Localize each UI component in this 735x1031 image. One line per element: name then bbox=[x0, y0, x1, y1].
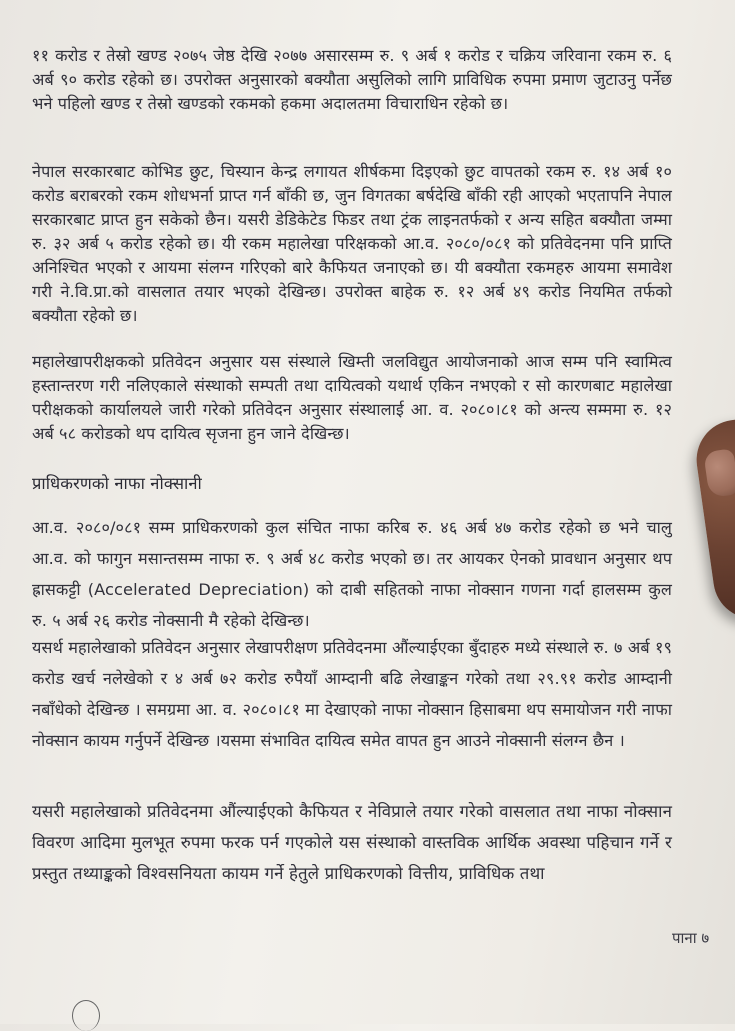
paragraph-conclusion: यसरी महालेखाको प्रतिवेदनमा औंल्याईएको कैफियत र नेविप्राले तयार गरेको वासलात तथा नाफा नोक्सान विवरण आदिमा मुलभूत रुपमा फरक पर्न गएकोले यस संस्थाको वास्तविक आर्थिक अवस्था पहिचान गर्ने र प्रस्तुत तथ्याङ्कको विश्वसनियता कायम गर्ने हेतुले प्राधिकरणको वित्तीय, प्राविधिक तथा bbox=[32, 801, 672, 883]
paragraph-audit-adjustments: यसर्थ महालेखाको प्रतिवेदन अनुसार लेखापरीक्षण प्रतिवेदनमा औंल्याईएका बुँदाहरु मध्ये संस्थाले रु. ७ अर्ब १९ करोड खर्च नलेखेको र ४ अर्ब ७२ करोड रुपैयाँ आम्दानी बढि लेखाङ्कन गरेको तथा २९.९१ करोड आम्दानी नबाँधेको देखिन्छ । समग्रमा आ. व. २०८०।८१ मा देखाएको नाफा नोक्सान हिसाबमा थप समायोजन गरी नाफा नोक्सान कायम गर्नुपर्ने देखिन्छ ।यसमा संभावित दायित्व समेत वापत हुन आउने नोक्सानी संलग्न छैन । bbox=[32, 638, 672, 750]
page-number: पाना ७ bbox=[672, 929, 710, 947]
paragraph-khimti-liability: महालेखापरीक्षकको प्रतिवेदन अनुसार यस संस्थाले खिम्ती जलविद्युत आयोजनाको आज सम्म पनि स्वामित्व हस्तान्तरण गरी नलिएकाले संस्थाको सम्पती तथा दायित्वको यथार्थ एकिन नभएको र सो कारणबाट महालेखा परीक्षकको कार्यालयले जारी गरेको प्रतिवेदन अनुसार संस्थालाई आ. व. २०८०।८१ को अन्त्य सम्ममा रु. १२ अर्ब ५८ करोडको थप दायित्व सृजना हुन जाने देखिन्छ। bbox=[32, 352, 672, 443]
paragraph-government-reimbursement: नेपाल सरकारबाट कोभिड छुट, चिस्यान केन्द्र लगायत शीर्षकमा दिइएको छुट वापतको रकम रु. १४ अर्ब १० करोड बराबरको रकम शोधभर्ना प्राप्त गर्न बाँकी छ, जुन विगतका बर्षदेखि बाँकी रही आएको भएतापनि नेपाल सरकारबाट प्राप्त हुन सकेको छैन। यसरी डेडिकेटेड फिडर तथा ट्रंक लाइनतर्फको र अन्य सहित बक्यौता जम्मा रु. ३२ अर्ब ५ करोड रहेको छ। यी रकम महालेखा परिक्षकको आ.व. २०८०/०८१ को प्रतिवेदनमा पनि प्राप्ति अनिश्चित भएको र आयमा संलग्न गरिएको बारे कैफियत जनाएको छ। यी बक्यौता रकमहरु आयमा समावेश गरी ने.वि.प्रा.को वासलात तयार भएको देखिन्छ। उपरोक्त बाहेक रु. १२ अर्ब ४९ करोड नियमित तर्फको बक्यौता रहेको छ। bbox=[32, 162, 672, 325]
thumbnail-nail bbox=[703, 448, 735, 498]
thumb-overlay bbox=[691, 416, 735, 624]
bottom-corner-mark bbox=[72, 1000, 100, 1031]
section-heading-profit-loss: प्राधिकरणको नाफा नोक्सानी bbox=[32, 474, 202, 493]
paragraph-accumulated-profit: आ.व. २०८०/०८१ सम्म प्राधिकरणको कुल संचित नाफा करिब रु. ४६ अर्ब ४७ करोड रहेको छ भने चालु आ.व. को फागुन मसान्तसम्म नाफा रु. ९ अर्ब ४८ करोड भएको छ। तर आयकर ऐनको प्रावधान अनुसार थप ह्रासकट्टी (Accelerated Depreciation) को दाबी सहितको नाफा नोक्सान गणना गर्दा हालसम्म कुल रु. ५ अर्ब २६ करोड नोक्सानी मै रहेको देखिन्छ। bbox=[32, 518, 672, 630]
paragraph-arrears-fines: ११ करोड र तेस्रो खण्ड २०७५ जेष्ठ देखि २०७७ असारसम्म रु. ९ अर्ब १ करोड र चक्रिय जरिवाना रकम रु. ६ अर्ब ९० करोड रहेको छ। उपरोक्त अनुसारको बक्यौता असुलिको लागि प्राविधिक रुपमा प्रमाण जुटाउनु पर्नेछ भने पहिलो खण्ड र तेस्रो खण्डको रकमको हकमा अदालतमा विचाराधिन रहेको छ। bbox=[32, 46, 672, 113]
